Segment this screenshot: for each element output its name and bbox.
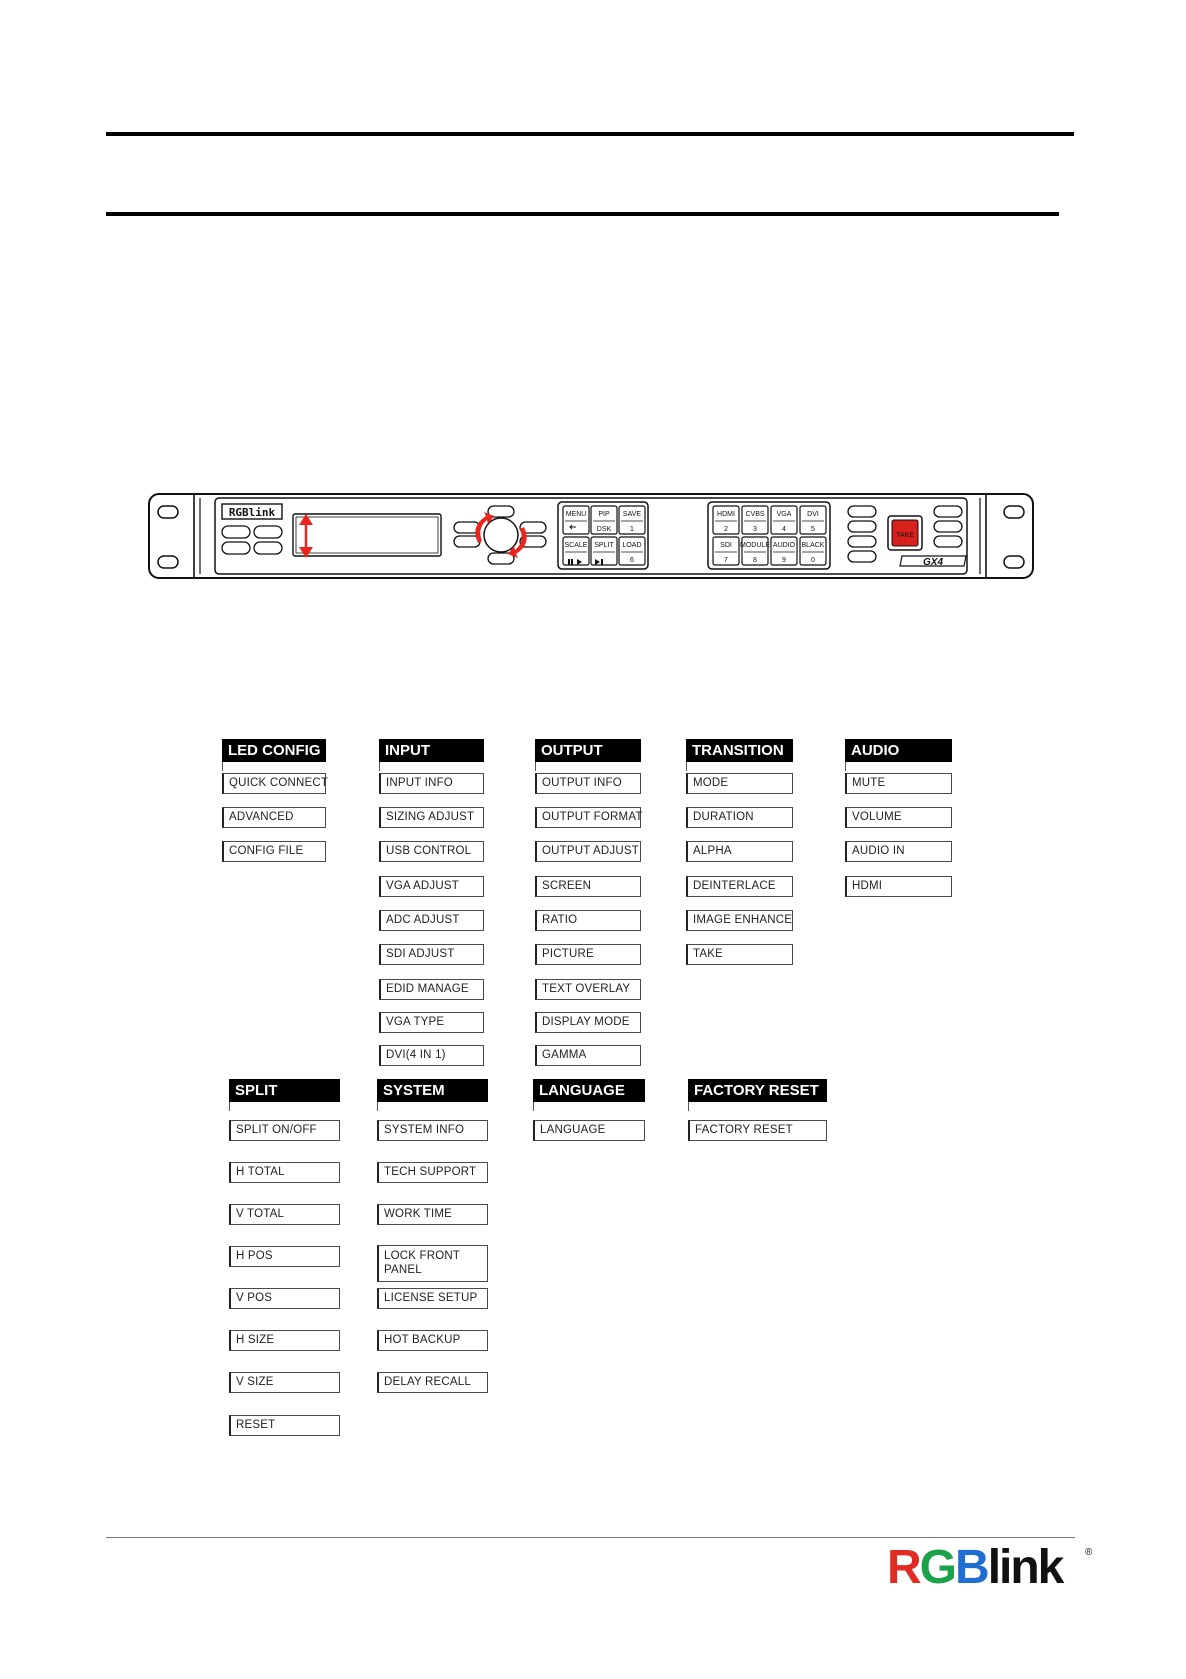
menu-item-label: SYSTEM INFO — [384, 1124, 465, 1136]
mount-hole — [1004, 556, 1024, 568]
menu-item — [845, 841, 952, 862]
panel-key-sublabel: DSK — [596, 526, 612, 533]
menu-item-label: TAKE — [693, 948, 723, 960]
menu-item-label: OUTPUT INFO — [542, 777, 622, 789]
panel-key-label: VGA — [776, 511, 792, 518]
panel-key-sublabel: 1 — [630, 526, 634, 533]
menu-item — [229, 1415, 340, 1436]
menu-item — [229, 1246, 340, 1267]
menu-item — [535, 1045, 641, 1066]
menu-item — [379, 944, 484, 965]
menu-item — [377, 1330, 488, 1351]
menu-item — [379, 979, 484, 1000]
menu-item-label: USB CONTROL — [386, 845, 472, 857]
menu-item — [686, 841, 793, 862]
menu-item — [535, 876, 641, 897]
menu-item-label: INPUT INFO — [386, 777, 453, 789]
menu-item — [845, 807, 952, 828]
menu-item — [535, 979, 641, 1000]
panel-key-sublabel: 9 — [782, 557, 786, 564]
menu-item-label: EDID MANAGE — [386, 983, 469, 995]
rgblink-logo — [887, 1543, 1097, 1589]
menu-item — [535, 773, 641, 794]
menu-item-label: LICENSE SETUP — [384, 1292, 478, 1304]
menu-item — [379, 1012, 484, 1033]
right-button — [848, 521, 876, 532]
menu-item-label: DURATION — [693, 811, 754, 823]
menu-header-split: SPLIT — [229, 1079, 340, 1102]
menu-item-label: QUICK CONNECT — [229, 777, 329, 789]
panel-key-sublabel: 6 — [630, 557, 634, 564]
menu-item-label: HDMI — [852, 880, 883, 892]
menu-item-label: TEXT OVERLAY — [542, 983, 631, 995]
panel-key-sublabel: 3 — [753, 526, 757, 533]
menu-item-label: CONFIG FILE — [229, 845, 304, 857]
menu-item-label: VOLUME — [852, 811, 902, 823]
menu-item-label: RATIO — [542, 914, 578, 926]
mount-hole — [158, 556, 178, 568]
menu-item-label: SPLIT ON/OFF — [236, 1124, 317, 1136]
menu-item — [686, 773, 793, 794]
panel-key-label: CVBS — [745, 511, 765, 518]
panel-key-sublabel: 2 — [724, 526, 728, 533]
menu-item-label: HOT BACKUP — [384, 1334, 461, 1346]
right-button — [848, 506, 876, 517]
menu-item — [377, 1204, 488, 1225]
footer-rule — [106, 1537, 1075, 1538]
menu-item — [688, 1120, 827, 1141]
menu-header-input: INPUT — [379, 739, 484, 762]
menu-header-audio: AUDIO — [845, 739, 952, 762]
menu-item-label: VGA ADJUST — [386, 880, 459, 892]
panel-key-sublabel: 8 — [753, 557, 757, 564]
front-panel-illustration — [148, 492, 1036, 582]
header-rule-top — [106, 132, 1074, 136]
panel-key-label: DVI — [807, 511, 819, 518]
menu-item-label: DELAY RECALL — [384, 1376, 471, 1388]
svg-text:RGBlink — [887, 1543, 1065, 1589]
menu-item — [229, 1204, 340, 1225]
panel-key-label: SCALE — [564, 542, 588, 549]
menu-item-label: SIZING ADJUST — [386, 811, 475, 823]
left-button — [222, 526, 250, 538]
menu-item — [377, 1372, 488, 1393]
take-label: TAKE — [896, 532, 914, 539]
menu-item — [845, 773, 952, 794]
menu-item-label: WORK TIME — [384, 1208, 453, 1220]
logo-letter-g: G — [919, 1543, 956, 1589]
rotary-knob — [484, 518, 518, 552]
logo-letter-b: B — [955, 1543, 988, 1589]
menu-item-label: RESET — [236, 1419, 276, 1431]
menu-item-label: SCREEN — [542, 880, 592, 892]
menu-item — [377, 1245, 488, 1282]
menu-item-label: MUTE — [852, 777, 886, 789]
left-button — [254, 526, 282, 538]
lcd-display — [293, 514, 441, 556]
panel-key-label: SDI — [720, 542, 732, 549]
menu-item-label: ADC ADJUST — [386, 914, 460, 926]
menu-item-label: FACTORY RESET — [695, 1124, 793, 1136]
menu-item — [222, 773, 329, 794]
menu-item — [535, 807, 641, 828]
menu-item — [379, 773, 484, 794]
menu-item — [686, 876, 793, 897]
menu-item-label: OUTPUT FORMAT — [542, 811, 643, 823]
menu-item-label: DEINTERLACE — [693, 880, 776, 892]
panel-key-label: MODULE — [740, 542, 770, 549]
registered-mark: ® — [1085, 1547, 1093, 1558]
menu-item-label: MODE — [693, 777, 729, 789]
menu-item-label: PICTURE — [542, 948, 594, 960]
panel-key-sublabel: 7 — [724, 557, 728, 564]
menu-item — [377, 1288, 488, 1309]
menu-item — [379, 876, 484, 897]
menu-item-label: V TOTAL — [236, 1208, 285, 1220]
right-button — [934, 521, 962, 532]
menu-item-label: SDI ADJUST — [386, 948, 455, 960]
menu-header-factory-reset: FACTORY RESET — [688, 1079, 827, 1102]
menu-item — [379, 1045, 484, 1066]
menu-item-label: LANGUAGE — [540, 1124, 606, 1136]
logo-letter-r: R — [887, 1543, 920, 1589]
right-button — [848, 551, 876, 562]
menu-header-system: SYSTEM — [377, 1079, 488, 1102]
mount-hole — [158, 506, 178, 518]
menu-item — [845, 876, 952, 897]
panel-key-label: SAVE — [622, 511, 642, 518]
menu-item — [229, 1120, 340, 1141]
menu-item-label: ADVANCED — [229, 811, 294, 823]
model-label: GX4 — [923, 557, 944, 568]
menu-item — [686, 807, 793, 828]
menu-item-label: TECH SUPPORT — [384, 1166, 477, 1178]
menu-item — [222, 841, 326, 862]
menu-item — [535, 841, 641, 862]
panel-key-label: AUDIO — [772, 542, 796, 549]
menu-item-label: OUTPUT ADJUST — [542, 845, 639, 857]
menu-item — [229, 1330, 340, 1351]
menu-item-label: DISPLAY MODE — [542, 1016, 630, 1028]
panel-key-label: HDMI — [717, 511, 735, 518]
menu-header-output: OUTPUT — [535, 739, 641, 762]
menu-header-led-config: LED CONFIG — [222, 739, 326, 762]
mount-hole — [1004, 506, 1024, 518]
panel-key-sublabel: 5 — [811, 526, 815, 533]
menu-item-label: IMAGE ENHANCE — [693, 914, 793, 926]
brand-label: RGBlink — [228, 506, 276, 519]
menu-item — [379, 807, 484, 828]
menu-item-label: V POS — [236, 1292, 273, 1304]
menu-item-label: H POS — [236, 1250, 273, 1262]
left-button — [254, 542, 282, 554]
menu-item-label: DVI(4 IN 1) — [386, 1049, 446, 1061]
left-button — [222, 542, 250, 554]
menu-item — [535, 944, 641, 965]
menu-item — [229, 1288, 340, 1309]
menu-item-label: LOCK FRONT PANEL — [384, 1250, 461, 1276]
menu-item — [229, 1372, 340, 1393]
menu-header-language: LANGUAGE — [533, 1079, 645, 1102]
panel-key-label: BLACK — [801, 542, 825, 549]
menu-item-label: GAMMA — [542, 1049, 587, 1061]
menu-item — [686, 944, 793, 965]
menu-item — [377, 1120, 488, 1141]
menu-item — [379, 910, 484, 931]
menu-item — [222, 807, 326, 828]
panel-key-label: MENU — [565, 511, 587, 518]
panel-key-label: SPLIT — [594, 542, 614, 549]
menu-item — [377, 1162, 488, 1183]
menu-item — [535, 1012, 641, 1033]
menu-header-transition: TRANSITION — [686, 739, 793, 762]
menu-item — [535, 910, 641, 931]
panel-key-sublabel: 4 — [782, 526, 786, 533]
right-button — [934, 536, 962, 547]
panel-key-sublabel: 0 — [811, 557, 815, 564]
menu-item — [686, 910, 793, 931]
menu-item-label: H SIZE — [236, 1334, 275, 1346]
menu-item-label: AUDIO IN — [852, 845, 905, 857]
menu-item — [533, 1120, 645, 1141]
menu-item-label: V SIZE — [236, 1376, 274, 1388]
logo-letters-link: link — [987, 1543, 1063, 1589]
menu-item — [379, 841, 484, 862]
right-button — [934, 506, 962, 517]
menu-item-label: VGA TYPE — [386, 1016, 445, 1028]
panel-key-label: PIP — [598, 511, 610, 518]
menu-item-label: ALPHA — [693, 845, 732, 857]
panel-key-label: LOAD — [622, 542, 642, 549]
pause-icon — [568, 559, 570, 565]
header-rule-bottom — [106, 212, 1059, 216]
menu-item — [229, 1162, 340, 1183]
menu-item-label: H TOTAL — [236, 1166, 285, 1178]
right-button — [848, 536, 876, 547]
